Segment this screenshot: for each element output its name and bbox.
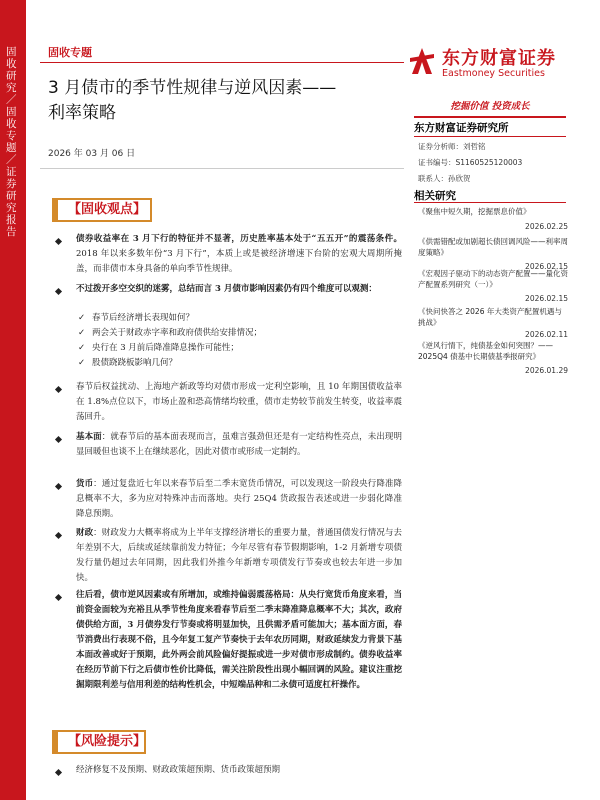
report-title xyxy=(48,76,408,126)
view-paragraph-5-label: 货币 xyxy=(76,479,94,489)
risk-text: 经济修复不及预期、财政政策超预期、货币政策超预期 xyxy=(76,765,281,775)
checkmark-icon: ✓ xyxy=(78,313,86,323)
related-research-heading: 相关研究 xyxy=(414,190,456,202)
related-item-title[interactable]: 《快问快答之 2026 年大类资产配置机遇与挑战》 xyxy=(418,307,562,327)
bullet-icon xyxy=(55,288,62,295)
view-paragraph-1-bold: 债券收益率在 3 月下行的特征并不显著，历史胜率基本处于“五五开”的震荡条件。 xyxy=(76,234,402,244)
view-paragraph-2 xyxy=(76,282,402,297)
bullet-icon xyxy=(55,769,62,776)
checklist-item-text: 春节后经济增长表现如何？ xyxy=(92,313,195,323)
side-banner-text: 固收研究／固收专题／证券研究报告 xyxy=(6,46,17,238)
eastmoney-logo-icon xyxy=(408,44,436,78)
bullet-icon xyxy=(55,532,62,539)
checklist-item xyxy=(78,356,177,371)
brand-logo xyxy=(396,40,566,86)
checklist-item xyxy=(78,341,239,356)
view-paragraph-1 xyxy=(76,232,402,277)
related-item-date: 2026.01.29 xyxy=(525,366,568,375)
view-paragraph-4 xyxy=(76,430,402,460)
related-item-title[interactable]: 《供需错配或加剧超长债回调风险——利率周度策略》 xyxy=(418,237,568,257)
bullet-icon xyxy=(55,238,62,245)
related-item-title[interactable]: 《逆风行情下，纯债基金如何突围？——2025Q4 债基中长期债基季报研究》 xyxy=(418,341,553,361)
views-heading: 【固收观点】 xyxy=(52,198,152,222)
checkmark-icon: ✓ xyxy=(78,343,86,353)
view-paragraph-7: 往后看，债市逆风因素或有所增加，或维持偏弱震荡格局：从央行宽货币角度来看，当前资金面较为充裕且从季节性角度来看春节后至二季末降准降息概率不大；其次，政府债供给方面，3 月债券发行节奏或将明显加快，且供需矛盾可能加大；基本面方面，春节消费出行表现不俗，且今年复工复产节奏快于去年农历同期，财政延续发力背景下基本面改善或好于预期，此外两会前风险偏好提振或进一步对债市形成制约。债券收益率在经历节前下行之后债市性价比降低，需关注阶段性出现小幅回调的风险。建议注重挖掘期限利差与信用利差的结构性机会，中短端品种和二永债可适度杠杆操作。 xyxy=(76,590,402,690)
checklist-item xyxy=(78,326,262,341)
related-item-title[interactable]: 《宏观因子驱动下的动态资产配置——量化资产配置系列研究（一）》 xyxy=(418,269,568,289)
checklist-item-text: 央行在 3 月前后降准降息操作可能性； xyxy=(92,343,239,353)
bullet-icon xyxy=(55,386,62,393)
view-paragraph-5 xyxy=(76,477,402,522)
checkmark-icon: ✓ xyxy=(78,328,86,338)
view-paragraph-4-text: ：就春节后的基本面表现而言，虽难言强劲但还是有一定结构性亮点，未出现明显回暖但也谈不上在继续恶化，因此对债市或形成一定制约。 xyxy=(76,432,402,457)
report-category: 固收专题 xyxy=(48,46,92,59)
bullet-icon xyxy=(55,483,62,490)
view-paragraph-3: 春节后权益扰动、上海地产新政等均对债市形成一定利空影响，且 10 年期国债收益率在 1.8%点位以下，市场止盈和恐高情绪均较重，债市走势较节前发生转变，收益率震荡回升。 xyxy=(76,382,402,422)
institute-rule xyxy=(414,136,566,137)
header-divider xyxy=(40,168,404,169)
related-item-date: 2026.02.15 xyxy=(525,294,568,303)
view-paragraph-4-label: 基本面 xyxy=(76,432,102,442)
related-item-date: 2026.02.15 xyxy=(525,262,568,271)
title-line-2: 利率策略 xyxy=(48,103,116,123)
contact-person: 联系人：孙欣贺 xyxy=(418,174,471,183)
related-item-date: 2026.02.11 xyxy=(525,330,568,339)
view-paragraph-6 xyxy=(76,526,402,586)
brand-name-en: Eastmoney Securities xyxy=(442,68,545,79)
analyst-cert: 证书编号：S1160525120003 xyxy=(418,158,523,167)
category-divider xyxy=(40,62,404,63)
brand-name-cn: 东方财富证券 xyxy=(442,48,556,69)
view-paragraph-1-text: 2018 年以来多数年份“3 月下行”，本质上或是被经济增速下台阶的宏观大周期所掩盖，而非债市本身具备的单向季节性规律。 xyxy=(76,249,402,274)
analyst-name: 证券分析师：刘哲铭 xyxy=(418,142,486,151)
risk-heading: 【风险提示】 xyxy=(52,730,146,754)
related-item-title[interactable]: 《聚焦中短久期，挖掘票息价值》 xyxy=(418,207,531,216)
view-paragraph-2-bold: 不过拨开多空交织的迷雾，总结而言 3 月债市影响因素仍有四个维度可以观测： xyxy=(76,284,377,294)
bullet-icon xyxy=(55,436,62,443)
brand-slogan: 挖掘价值 投资成长 xyxy=(450,101,530,112)
institute-top-rule xyxy=(414,116,566,118)
institute-name: 东方财富证券研究所 xyxy=(414,122,509,134)
checkmark-icon: ✓ xyxy=(78,358,86,368)
checklist-item xyxy=(78,311,194,326)
report-date: 2026 年 03 月 06 日 xyxy=(48,149,136,159)
view-paragraph-6-label: 财政 xyxy=(76,528,94,538)
checklist-item-text: 两会关于财政赤字率和政府债供给安排情况； xyxy=(92,328,263,338)
related-rule xyxy=(414,202,566,203)
bullet-icon xyxy=(55,594,62,601)
checklist-item-text: 股债跷跷板影响几何？ xyxy=(92,358,178,368)
view-paragraph-5-text: ：通过复盘近七年以来春节后至二季末宽货币情况，可以发现这一阶段央行降准降息概率不大，多为应对特殊冲击而落地。央行 25Q4 货政报告表述或进一步弱化降准降息预期。 xyxy=(76,479,402,519)
view-paragraph-6-text: ：财政发力大概率将成为上半年支撑经济增长的重要力量，普通国债发行情况与去年差别不大，后续或延续靠前发力特征；今年尽管有春节假期影响，1-2 月新增专项债发行量仍超过去年同期，因此我们外推今年新增专项债发行节奏或也较去年进一步加快。 xyxy=(76,528,402,583)
related-item-date: 2026.02.25 xyxy=(525,222,568,231)
title-line-1: 3 月债市的季节性规律与逆风因素—— xyxy=(48,78,337,98)
